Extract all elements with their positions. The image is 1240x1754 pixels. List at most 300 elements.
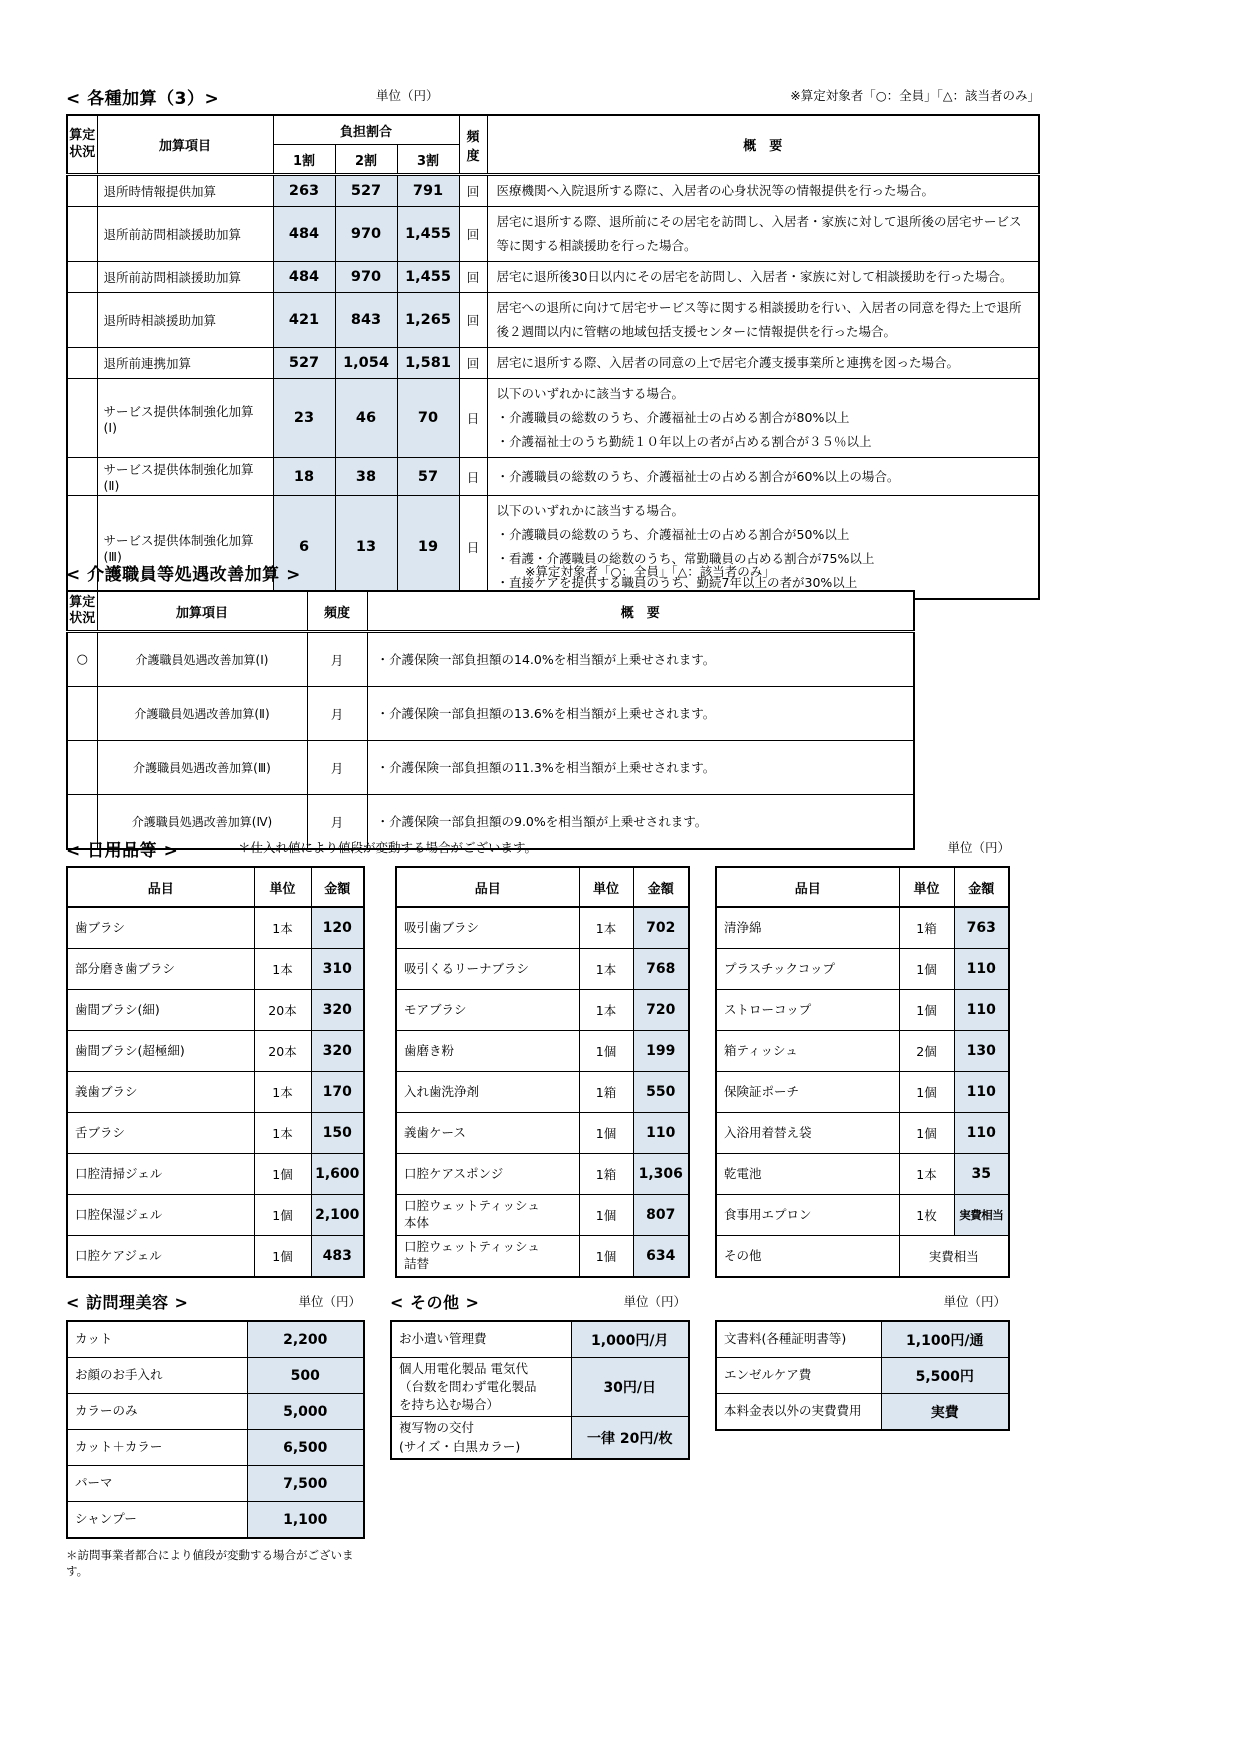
- frequency-cell: 回: [459, 262, 487, 293]
- price-row: [67, 1394, 364, 1430]
- amount-cell: 1,054: [335, 348, 397, 379]
- desc-line: 居宅に退所する際、入居者の同意の上で居宅介護支援事業所と連携を図った場合。: [496, 355, 960, 370]
- item-cell: [391, 1417, 571, 1459]
- spacer: [690, 1290, 715, 1579]
- amount-cell: 57: [397, 458, 459, 496]
- item-cell: 退所時情報提供加算: [97, 175, 273, 207]
- item-cell: [391, 1358, 571, 1417]
- col-header-desc: 概 要: [367, 591, 914, 632]
- text-line: を持ち込む場合）: [399, 1397, 500, 1413]
- status-cell: [67, 458, 97, 496]
- price-cell: 500: [247, 1358, 364, 1394]
- price-cell: 110: [954, 1113, 1009, 1154]
- amount-cell: 791: [397, 175, 459, 207]
- addition-row: [67, 632, 914, 687]
- goods-row: [67, 1031, 364, 1072]
- beauty-title: < 訪問理美容 >: [66, 1293, 189, 1312]
- desc-line: ・介護福祉士のうち勤続１０年以上の者が占める割合が３５％以上: [496, 434, 872, 449]
- price-cell: 130: [954, 1031, 1009, 1072]
- bottom-tables-row: [66, 1290, 1010, 1579]
- goods-row: [396, 1236, 689, 1278]
- price-cell: 7,500: [247, 1466, 364, 1502]
- unit-cell: 1箱: [579, 1154, 633, 1195]
- section2-header: [66, 560, 915, 586]
- price-cell: 720: [633, 990, 689, 1031]
- price-cell: 2,100: [311, 1195, 364, 1236]
- description-cell: [487, 379, 1039, 458]
- item-cell: サービス提供体制強化加算(Ⅲ): [97, 496, 273, 600]
- unit-cell: 1個: [579, 1113, 633, 1154]
- item-cell: 本料金表以外の実費費用: [716, 1394, 881, 1431]
- section1-note: ※算定対象者「○：全員」「△：該当者のみ」: [790, 88, 1040, 103]
- goods-row: [396, 990, 689, 1031]
- amount-cell: 38: [335, 458, 397, 496]
- goods-row: [67, 1072, 364, 1113]
- price-row: [67, 1502, 364, 1539]
- amount-cell: 484: [273, 207, 335, 262]
- visiting-beauty-block: [66, 1290, 365, 1579]
- beauty-header: [66, 1290, 365, 1316]
- price-row: [391, 1358, 689, 1417]
- price-cell: 30円/日: [571, 1358, 689, 1417]
- item-cell: 歯間ブラシ(細): [67, 990, 254, 1031]
- frequency-cell: 月: [307, 741, 367, 795]
- amount-cell: 1,455: [397, 207, 459, 262]
- fees-header: [715, 1290, 1010, 1316]
- unit-cell: 1個: [254, 1195, 311, 1236]
- price-row: [67, 1466, 364, 1502]
- status-cell: ○: [67, 632, 97, 687]
- goods-row: [67, 1113, 364, 1154]
- amount-cell: 13: [335, 496, 397, 600]
- unit-cell: 1本: [899, 1154, 954, 1195]
- section2-note: ※算定対象者「○：全員」「△：該当者のみ」: [525, 564, 775, 579]
- fees-block: [715, 1290, 1010, 1579]
- unit-cell: 1個: [899, 1072, 954, 1113]
- col-header-item: 品目: [716, 867, 899, 907]
- description-cell: ・介護保険一部負担額の14.0%を相当額が上乗せされます。: [367, 632, 914, 687]
- desc-line: ・直接ケアを提供する職員のうち、勤続7年以上の者が30%以上: [496, 575, 858, 590]
- frequency-cell: 月: [307, 632, 367, 687]
- price-row: [716, 1358, 1009, 1394]
- section3-header: [66, 836, 1010, 862]
- item-cell: [396, 1195, 579, 1236]
- unit-cell: 1個: [899, 949, 954, 990]
- amount-cell: 19: [397, 496, 459, 600]
- item-cell: 介護職員処遇改善加算(Ⅲ): [97, 741, 307, 795]
- unit-cell: 20本: [254, 1031, 311, 1072]
- status-cell: [67, 175, 97, 207]
- item-cell: 介護職員処遇改善加算(Ⅰ): [97, 632, 307, 687]
- unit-cell: 20本: [254, 990, 311, 1031]
- col-header-unit: 単位: [899, 867, 954, 907]
- description-cell: [487, 207, 1039, 262]
- addition-row: [67, 262, 1039, 293]
- col-header-item: 加算項目: [97, 591, 307, 632]
- item-cell: 義歯ブラシ: [67, 1072, 254, 1113]
- price-cell: 1,000円/月: [571, 1321, 689, 1358]
- price-row: [391, 1417, 689, 1459]
- price-cell: 1,306: [633, 1154, 689, 1195]
- col-header-freq: 頻度: [307, 591, 367, 632]
- spacer: [365, 1290, 390, 1579]
- item-cell: カット＋カラー: [67, 1430, 247, 1466]
- item-cell: 乾電池: [716, 1154, 899, 1195]
- goods-row: [396, 1072, 689, 1113]
- addition-row: [67, 207, 1039, 262]
- item-cell: サービス提供体制強化加算(Ⅱ): [97, 458, 273, 496]
- status-cell: [67, 348, 97, 379]
- desc-line: 以下のいずれかに該当する場合。: [496, 386, 685, 401]
- amount-cell: 484: [273, 262, 335, 293]
- price-cell: 483: [311, 1236, 364, 1278]
- section3-note: ＊仕入れ値により値段が変動する場合がございます。: [238, 840, 538, 855]
- unit-cell: 1枚: [899, 1195, 954, 1236]
- item-cell: シャンプー: [67, 1502, 247, 1539]
- description-cell: ・介護保険一部負担額の13.6%を相当額が上乗せされます。: [367, 687, 914, 741]
- price-cell: 763: [954, 907, 1009, 949]
- amount-cell: 970: [335, 262, 397, 293]
- col-header-w1: 1割: [273, 145, 335, 175]
- unit-cell: 1個: [899, 1113, 954, 1154]
- unit-cell: 1箱: [579, 1072, 633, 1113]
- section-various-additions: [66, 84, 1040, 600]
- description-cell: [487, 458, 1039, 496]
- item-cell: 口腔保湿ジェル: [67, 1195, 254, 1236]
- price-cell: 5,000: [247, 1394, 364, 1430]
- item-cell: お小遣い管理費: [391, 1321, 571, 1358]
- misc-block: [390, 1290, 690, 1579]
- misc-title: < その他 >: [390, 1293, 480, 1312]
- col-header-price: 金額: [311, 867, 364, 907]
- price-cell: 一律 20円/枚: [571, 1417, 689, 1459]
- amount-cell: 1,455: [397, 262, 459, 293]
- text-line: 詰替: [404, 1256, 430, 1271]
- goods-row: [67, 990, 364, 1031]
- price-cell: 110: [633, 1113, 689, 1154]
- item-cell: 退所前訪問相談援助加算: [97, 262, 273, 293]
- col-header-burden: 負担割合: [273, 115, 459, 145]
- goods-table-1: [66, 866, 365, 1278]
- goods-row: [716, 1031, 1009, 1072]
- price-cell: 150: [311, 1113, 364, 1154]
- price-cell: 320: [311, 1031, 364, 1072]
- unit-cell: 1本: [254, 949, 311, 990]
- col-header-w3: 3割: [397, 145, 459, 175]
- description-cell: [487, 293, 1039, 348]
- section-bottom: [66, 1290, 1010, 1579]
- addition-row: [67, 348, 1039, 379]
- spacer: [690, 866, 715, 1278]
- section2-title: < 介護職員等処遇改善加算 >: [66, 565, 301, 585]
- price-cell: 702: [633, 907, 689, 949]
- goods-row: [67, 949, 364, 990]
- item-cell: 口腔清掃ジェル: [67, 1154, 254, 1195]
- spacer: [365, 866, 395, 1278]
- price-cell: 120: [311, 907, 364, 949]
- price-row: [716, 1394, 1009, 1431]
- amount-cell: 70: [397, 379, 459, 458]
- item-cell: 箱ティッシュ: [716, 1031, 899, 1072]
- goods-row: [396, 949, 689, 990]
- text-line: 口腔ウェットティッシュ: [404, 1198, 540, 1214]
- unit-cell: 1個: [579, 1195, 633, 1236]
- addition-row: [67, 741, 914, 795]
- amount-cell: 843: [335, 293, 397, 348]
- frequency-cell: 月: [307, 795, 367, 850]
- description-cell: [487, 262, 1039, 293]
- col-header-w2: 2割: [335, 145, 397, 175]
- price-cell: 768: [633, 949, 689, 990]
- item-cell: 舌ブラシ: [67, 1113, 254, 1154]
- item-cell: 歯間ブラシ(超極細): [67, 1031, 254, 1072]
- unit-cell: 2個: [899, 1031, 954, 1072]
- section3-title: < 日用品等 >: [66, 841, 179, 861]
- goods-row: [716, 990, 1009, 1031]
- item-cell: 吸引くるリーナブラシ: [396, 949, 579, 990]
- goods-row: [716, 1195, 1009, 1236]
- item-cell: エンゼルケア費: [716, 1358, 881, 1394]
- frequency-cell: 回: [459, 175, 487, 207]
- goods-row: [716, 1072, 1009, 1113]
- price-cell: 199: [633, 1031, 689, 1072]
- price-row: [716, 1321, 1009, 1358]
- col-header-status: 算定状況: [67, 591, 97, 632]
- description-cell: ・介護保険一部負担額の11.3%を相当額が上乗せされます。: [367, 741, 914, 795]
- description-cell: [487, 175, 1039, 207]
- price-cell: 807: [633, 1195, 689, 1236]
- item-cell: その他: [716, 1236, 899, 1278]
- status-cell: [67, 687, 97, 741]
- status-cell: [67, 207, 97, 262]
- amount-cell: 6: [273, 496, 335, 600]
- col-header-price: 金額: [954, 867, 1009, 907]
- visiting-beauty-table: [66, 1320, 365, 1539]
- section-daily-goods: [66, 836, 1010, 1278]
- unit-cell: 1個: [254, 1154, 311, 1195]
- fees-unit-label: 単位（円）: [943, 1294, 1006, 1309]
- frequency-cell: 回: [459, 293, 487, 348]
- goods-row: [396, 1113, 689, 1154]
- goods-table-3: [715, 866, 1010, 1278]
- addition-row: [67, 175, 1039, 207]
- goods-row: [67, 1236, 364, 1278]
- amount-cell: 527: [273, 348, 335, 379]
- price-cell: 1,100: [247, 1502, 364, 1539]
- treatment-improvement-table: [66, 590, 915, 850]
- text-line: 複写物の交付: [399, 1420, 475, 1436]
- amount-cell: 1,265: [397, 293, 459, 348]
- goods-row: [396, 1195, 689, 1236]
- item-cell: 歯磨き粉: [396, 1031, 579, 1072]
- desc-line: ・介護職員の総数のうち、介護福祉士の占める割合が80%以上: [496, 410, 850, 425]
- item-cell: サービス提供体制強化加算(Ⅰ): [97, 379, 273, 458]
- price-cell: 35: [954, 1154, 1009, 1195]
- desc-line: ・介護職員の総数のうち、介護福祉士の占める割合が60%以上の場合。: [496, 468, 900, 484]
- desc-line: 以下のいずれかに該当する場合。: [496, 503, 685, 518]
- fees-table: [715, 1320, 1010, 1431]
- price-cell: 320: [311, 990, 364, 1031]
- item-cell: 退所時相談援助加算: [97, 293, 273, 348]
- unit-cell: 1本: [579, 907, 633, 949]
- text-line: 本体: [404, 1215, 430, 1230]
- frequency-cell: 日: [459, 458, 487, 496]
- item-cell: 吸引歯ブラシ: [396, 907, 579, 949]
- price-cell: 実費相当: [954, 1195, 1009, 1236]
- price-cell: 634: [633, 1236, 689, 1278]
- amount-cell: 23: [273, 379, 335, 458]
- price-cell: 170: [311, 1072, 364, 1113]
- item-cell: 食事用エプロン: [716, 1195, 899, 1236]
- text-line: （台数を問わず電化製品: [399, 1379, 537, 1395]
- misc-table: [390, 1320, 690, 1460]
- price-cell: 110: [954, 1072, 1009, 1113]
- desc-line: 居宅に退所する際、退所前にその居宅を訪問し、入居者・家族に対して退所後の居宅サービス等に関する相談援助を行った場合。: [496, 214, 1022, 253]
- description-cell: ・介護保険一部負担額の9.0%を相当額が上乗せされます。: [367, 795, 914, 850]
- status-cell: [67, 262, 97, 293]
- price-cell: 1,600: [311, 1154, 364, 1195]
- item-cell: 入れ歯洗浄剤: [396, 1072, 579, 1113]
- price-cell: 310: [311, 949, 364, 990]
- price-cell: 110: [954, 990, 1009, 1031]
- item-cell: 歯ブラシ: [67, 907, 254, 949]
- item-cell: 清浄綿: [716, 907, 899, 949]
- goods-row: [716, 907, 1009, 949]
- desc-line: 居宅に退所後30日以内にその居宅を訪問し、入居者・家族に対して相談援助を行った場合。: [496, 269, 1013, 284]
- amount-cell: 18: [273, 458, 335, 496]
- goods-tables-row: [66, 866, 1010, 1278]
- col-header-status: 算定状況: [67, 115, 97, 175]
- text-line: 口腔ウェットティッシュ: [404, 1239, 540, 1255]
- item-cell: モアブラシ: [396, 990, 579, 1031]
- item-cell: 入浴用着替え袋: [716, 1113, 899, 1154]
- item-cell: カラーのみ: [67, 1394, 247, 1430]
- amount-cell: 263: [273, 175, 335, 207]
- section1-title: < 各種加算（3）>: [66, 89, 220, 109]
- addition-row: [67, 293, 1039, 348]
- price-cell: 2,200: [247, 1321, 364, 1358]
- price-row: [67, 1358, 364, 1394]
- unit-cell: 1個: [579, 1031, 633, 1072]
- item-cell: 文書料(各種証明書等): [716, 1321, 881, 1358]
- unit-cell: 1本: [254, 907, 311, 949]
- price-cell: 実費: [881, 1394, 1009, 1431]
- amount-cell: 421: [273, 293, 335, 348]
- col-header-item: 品目: [67, 867, 254, 907]
- item-cell: 介護職員処遇改善加算(Ⅱ): [97, 687, 307, 741]
- goods-row: [396, 907, 689, 949]
- text-line: (サイズ・白黒カラー): [399, 1438, 521, 1454]
- beauty-unit-label: 単位（円）: [298, 1294, 361, 1309]
- item-cell: ストローコップ: [716, 990, 899, 1031]
- unit-cell: 1本: [579, 990, 633, 1031]
- text-line: 個人用電化製品 電気代: [399, 1361, 528, 1376]
- item-cell: 口腔ケアジェル: [67, 1236, 254, 1278]
- status-cell: [67, 293, 97, 348]
- various-additions-table: [66, 114, 1040, 600]
- goods-row: [67, 907, 364, 949]
- goods-row: [396, 1154, 689, 1195]
- desc-line: 居宅への退所に向けて居宅サービス等に関する相談援助を行い、入居者の同意を得た上で退所後２週間以内に管轄の地域包括支援センターに情報提供を行った場合。: [496, 300, 1022, 339]
- col-header-price: 金額: [633, 867, 689, 907]
- desc-line: ・介護職員の総数のうち、介護福祉士の占める割合が50%以上: [496, 527, 850, 542]
- addition-row: [67, 687, 914, 741]
- unit-cell: 1本: [254, 1072, 311, 1113]
- unit-cell: 1本: [254, 1113, 311, 1154]
- price-row: [67, 1321, 364, 1358]
- amount-cell: 46: [335, 379, 397, 458]
- addition-row: [67, 379, 1039, 458]
- price-cell: 6,500: [247, 1430, 364, 1466]
- description-cell: [487, 348, 1039, 379]
- amount-cell: 1,581: [397, 348, 459, 379]
- section1-header: [66, 84, 1040, 110]
- price-cell: 1,100円/通: [881, 1321, 1009, 1358]
- item-cell: 退所前訪問相談援助加算: [97, 207, 273, 262]
- item-cell: パーマ: [67, 1466, 247, 1502]
- merged-price-cell: 実費相当: [899, 1236, 1009, 1278]
- section3-unit-label: 単位（円）: [947, 840, 1010, 855]
- col-header-item: 加算項目: [97, 115, 273, 175]
- item-cell: 退所前連携加算: [97, 348, 273, 379]
- col-header-desc: 概 要: [487, 115, 1039, 175]
- amount-cell: 527: [335, 175, 397, 207]
- price-row: [391, 1321, 689, 1358]
- price-cell: 5,500円: [881, 1358, 1009, 1394]
- price-cell: 550: [633, 1072, 689, 1113]
- frequency-cell: 月: [307, 687, 367, 741]
- section1-unit-label: 単位（円）: [376, 88, 439, 103]
- col-header-freq: 頻度: [459, 115, 487, 175]
- frequency-cell: 日: [459, 496, 487, 600]
- unit-cell: 1個: [254, 1236, 311, 1278]
- item-cell: プラスチックコップ: [716, 949, 899, 990]
- goods-row: [716, 1236, 1009, 1278]
- item-cell: 口腔ケアスポンジ: [396, 1154, 579, 1195]
- desc-line: ・看護・介護職員の総数のうち、常勤職員の占める割合が75%以上: [496, 551, 875, 566]
- item-cell: [396, 1236, 579, 1278]
- addition-row: [67, 458, 1039, 496]
- frequency-cell: 回: [459, 207, 487, 262]
- amount-cell: 970: [335, 207, 397, 262]
- price-cell: 110: [954, 949, 1009, 990]
- frequency-cell: 日: [459, 379, 487, 458]
- frequency-cell: 回: [459, 348, 487, 379]
- goods-row: [716, 949, 1009, 990]
- beauty-footnote: ＊訪問事業者都合により値段が変動する場合がございます。: [66, 1548, 354, 1578]
- item-cell: 保険証ポーチ: [716, 1072, 899, 1113]
- col-header-item: 品目: [396, 867, 579, 907]
- section-treatment-improvement: [66, 560, 915, 850]
- item-cell: 介護職員処遇改善加算(Ⅳ): [97, 795, 307, 850]
- unit-cell: 1個: [579, 1236, 633, 1278]
- goods-row: [67, 1195, 364, 1236]
- item-cell: 義歯ケース: [396, 1113, 579, 1154]
- item-cell: カット: [67, 1321, 247, 1358]
- price-row: [67, 1430, 364, 1466]
- status-cell: [67, 741, 97, 795]
- goods-row: [67, 1154, 364, 1195]
- goods-row: [396, 1031, 689, 1072]
- unit-cell: 1本: [579, 949, 633, 990]
- misc-unit-label: 単位（円）: [623, 1294, 686, 1309]
- goods-row: [716, 1113, 1009, 1154]
- item-cell: お顔のお手入れ: [67, 1358, 247, 1394]
- item-cell: 部分磨き歯ブラシ: [67, 949, 254, 990]
- col-header-unit: 単位: [254, 867, 311, 907]
- unit-cell: 1箱: [899, 907, 954, 949]
- col-header-unit: 単位: [579, 867, 633, 907]
